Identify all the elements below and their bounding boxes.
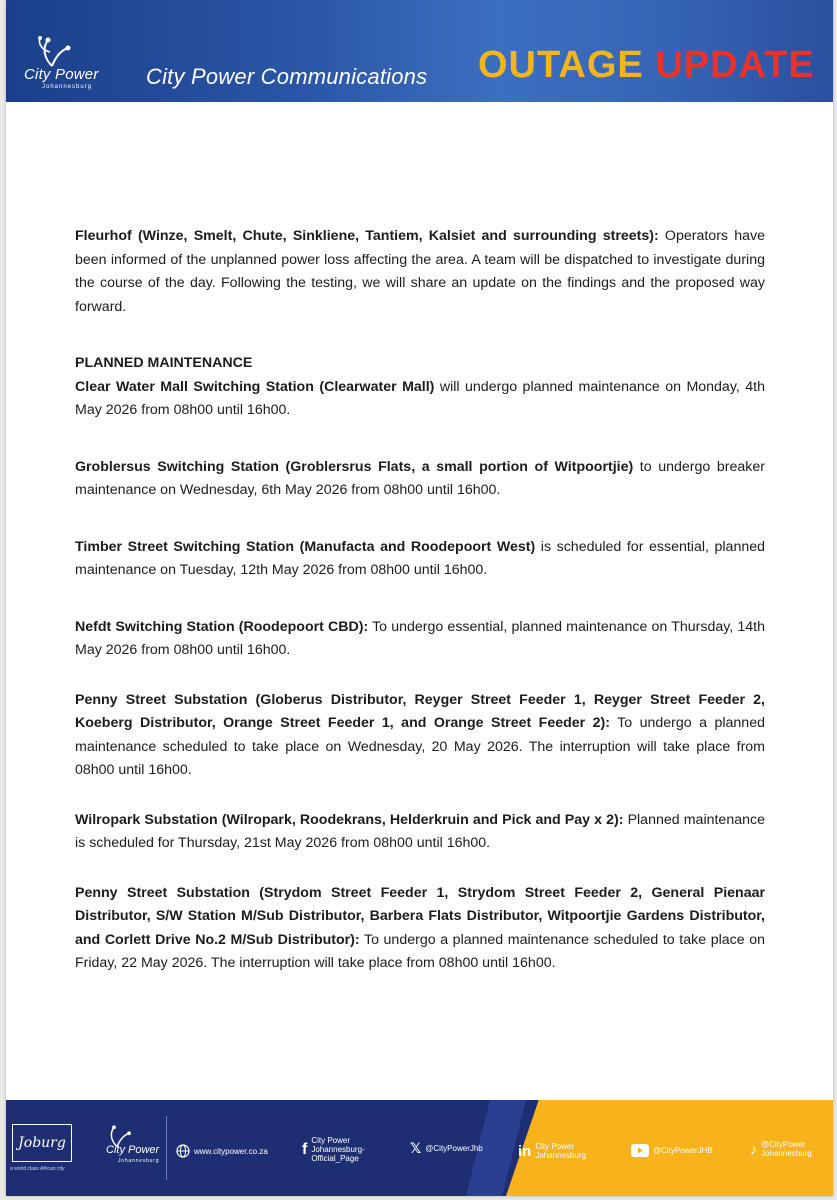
- planned-item-area: Timber Street Switching Station (Manufacta and Roodepoort West): [75, 538, 536, 555]
- planned-item-area: Penny Street Substation (Globerus Distributor, Reyger Street Feeder 1, Reyger Street Feeder 2, Koeberg Distributor, Orange Street Feeder 1, and Orange Street Feeder 2):: [75, 691, 765, 731]
- planned-item-text: to undergo breaker maintenance on Wednesday, 6th May 2026 from 08h00 until 16h00.: [75, 458, 765, 498]
- footer-divider: [166, 1116, 167, 1180]
- city-power-logo: [16, 36, 126, 96]
- outage-update-document: [6, 0, 833, 1196]
- youtube-handle: @CityPowerJHB: [653, 1146, 713, 1155]
- facebook-line-2: Johannesburg-: [311, 1145, 365, 1154]
- update-word: UPDATE: [655, 44, 815, 86]
- unplanned-notice: [75, 225, 765, 319]
- footer-city-power-logo: [92, 1124, 172, 1174]
- tiktok-text: [761, 1140, 812, 1158]
- header-title: City Power Communications: [146, 64, 428, 89]
- planned-item-area: Clear Water Mall Switching Station (Clearwater Mall): [75, 378, 435, 395]
- planned-maintenance-heading: PLANNED MAINTENANCE: [75, 355, 253, 371]
- linkedin-icon: in: [518, 1142, 532, 1160]
- planned-item: [75, 456, 765, 503]
- linkedin-line-2: Johannesburg: [535, 1151, 587, 1160]
- globe-icon: [176, 1144, 190, 1158]
- planned-item: [75, 616, 765, 663]
- website-link[interactable]: [176, 1144, 268, 1158]
- unplanned-area: Fleurhof (Winze, Smelt, Chute, Sinkliene, Tantiem, Kalsiet and surrounding streets):: [75, 228, 659, 244]
- planned-item: [75, 689, 765, 783]
- planned-item: [75, 376, 765, 423]
- youtube-link[interactable]: [631, 1144, 713, 1157]
- header-banner: [6, 0, 833, 102]
- planned-item-text: To undergo a planned maintenance scheduled to take place on Friday, 22 May 2026. The interruption will take place from 08h00 until 16h00.: [75, 931, 765, 971]
- city-power-swirl-icon: [32, 36, 72, 70]
- footer-brand-sub: Johannesburg: [118, 1158, 160, 1164]
- outage-update-title: [478, 44, 815, 87]
- joburg-tagline: a world class African city: [10, 1166, 65, 1172]
- linkedin-line-1: City Power: [535, 1142, 575, 1151]
- x-handle: @CityPowerJhb: [425, 1144, 483, 1153]
- tiktok-link[interactable]: [750, 1140, 812, 1158]
- footer-brand: City Power: [106, 1144, 160, 1156]
- outage-word: OUTAGE: [478, 44, 644, 86]
- facebook-text: [311, 1136, 364, 1163]
- header-brand-sub: Johannesburg: [42, 84, 93, 90]
- facebook-line-1: City Power: [311, 1136, 351, 1145]
- website-text: www.citypower.co.za: [194, 1146, 268, 1156]
- planned-item-text: To undergo essential, planned maintenance on Thursday, 14th May 2026 from 08h00 until 16h00.: [75, 618, 765, 658]
- x-link[interactable]: [410, 1140, 483, 1156]
- facebook-link[interactable]: [302, 1136, 365, 1163]
- tiktok-icon: ♪: [750, 1140, 757, 1157]
- unplanned-text: Operators have been informed of the unplanned power loss affecting the area. A team will be dispatched to investigate during the course of the day. Following the testing, we will share an update on the findings and the proposed way forward.: [75, 228, 765, 315]
- footer-banner: [6, 1100, 833, 1196]
- planned-item-text: To undergo a planned maintenance scheduled to take place on Wednesday, 20 May 2026. The interruption will take place from 08h00 until 16h00.: [75, 715, 765, 778]
- planned-item-text: is scheduled for essential, planned maintenance on Tuesday, 12th May 2026 from 08h00 until 16h00.: [75, 538, 766, 578]
- facebook-line-3: Official_Page: [311, 1154, 359, 1163]
- tiktok-line-1: @CityPower: [761, 1140, 806, 1149]
- header-brand: City Power: [24, 66, 99, 83]
- youtube-icon: [631, 1144, 649, 1157]
- tiktok-line-2: Johannesburg: [761, 1149, 812, 1158]
- x-icon: 𝕏: [410, 1140, 422, 1156]
- planned-item-area: Nefdt Switching Station (Roodepoort CBD):: [75, 618, 369, 635]
- planned-item: [75, 536, 765, 583]
- planned-item-text: Planned maintenance is scheduled for Thursday, 21st May 2026 from 08h00 until 16h00.: [75, 811, 765, 851]
- planned-item-area: Wilropark Substation (Wilropark, Roodekrans, Helderkruin and Pick and Pay x 2):: [75, 811, 624, 828]
- planned-item: [75, 809, 765, 856]
- planned-item-text: will undergo planned maintenance on Monday, 4th May 2026 from 08h00 until 16h00.: [75, 378, 765, 418]
- linkedin-text: [535, 1142, 586, 1160]
- linkedin-link[interactable]: [518, 1142, 586, 1160]
- planned-item: [75, 882, 765, 976]
- facebook-icon: f: [302, 1141, 308, 1158]
- joburg-logo: Joburg: [12, 1124, 72, 1162]
- planned-item-area: Groblersus Switching Station (Groblersrus Flats, a small portion of Witpoortjie): [75, 458, 634, 475]
- planned-item-area: Penny Street Substation (Strydom Street Feeder 1, Strydom Street Feeder 2, General Pienaar Distributor, S/W Station M/Sub Distributor, Barbera Flats Distributor, Witpoortjie Gardens Distributor, and Corlett Drive No.2 M/Sub Distributor):: [75, 884, 765, 948]
- document-body: [75, 225, 765, 976]
